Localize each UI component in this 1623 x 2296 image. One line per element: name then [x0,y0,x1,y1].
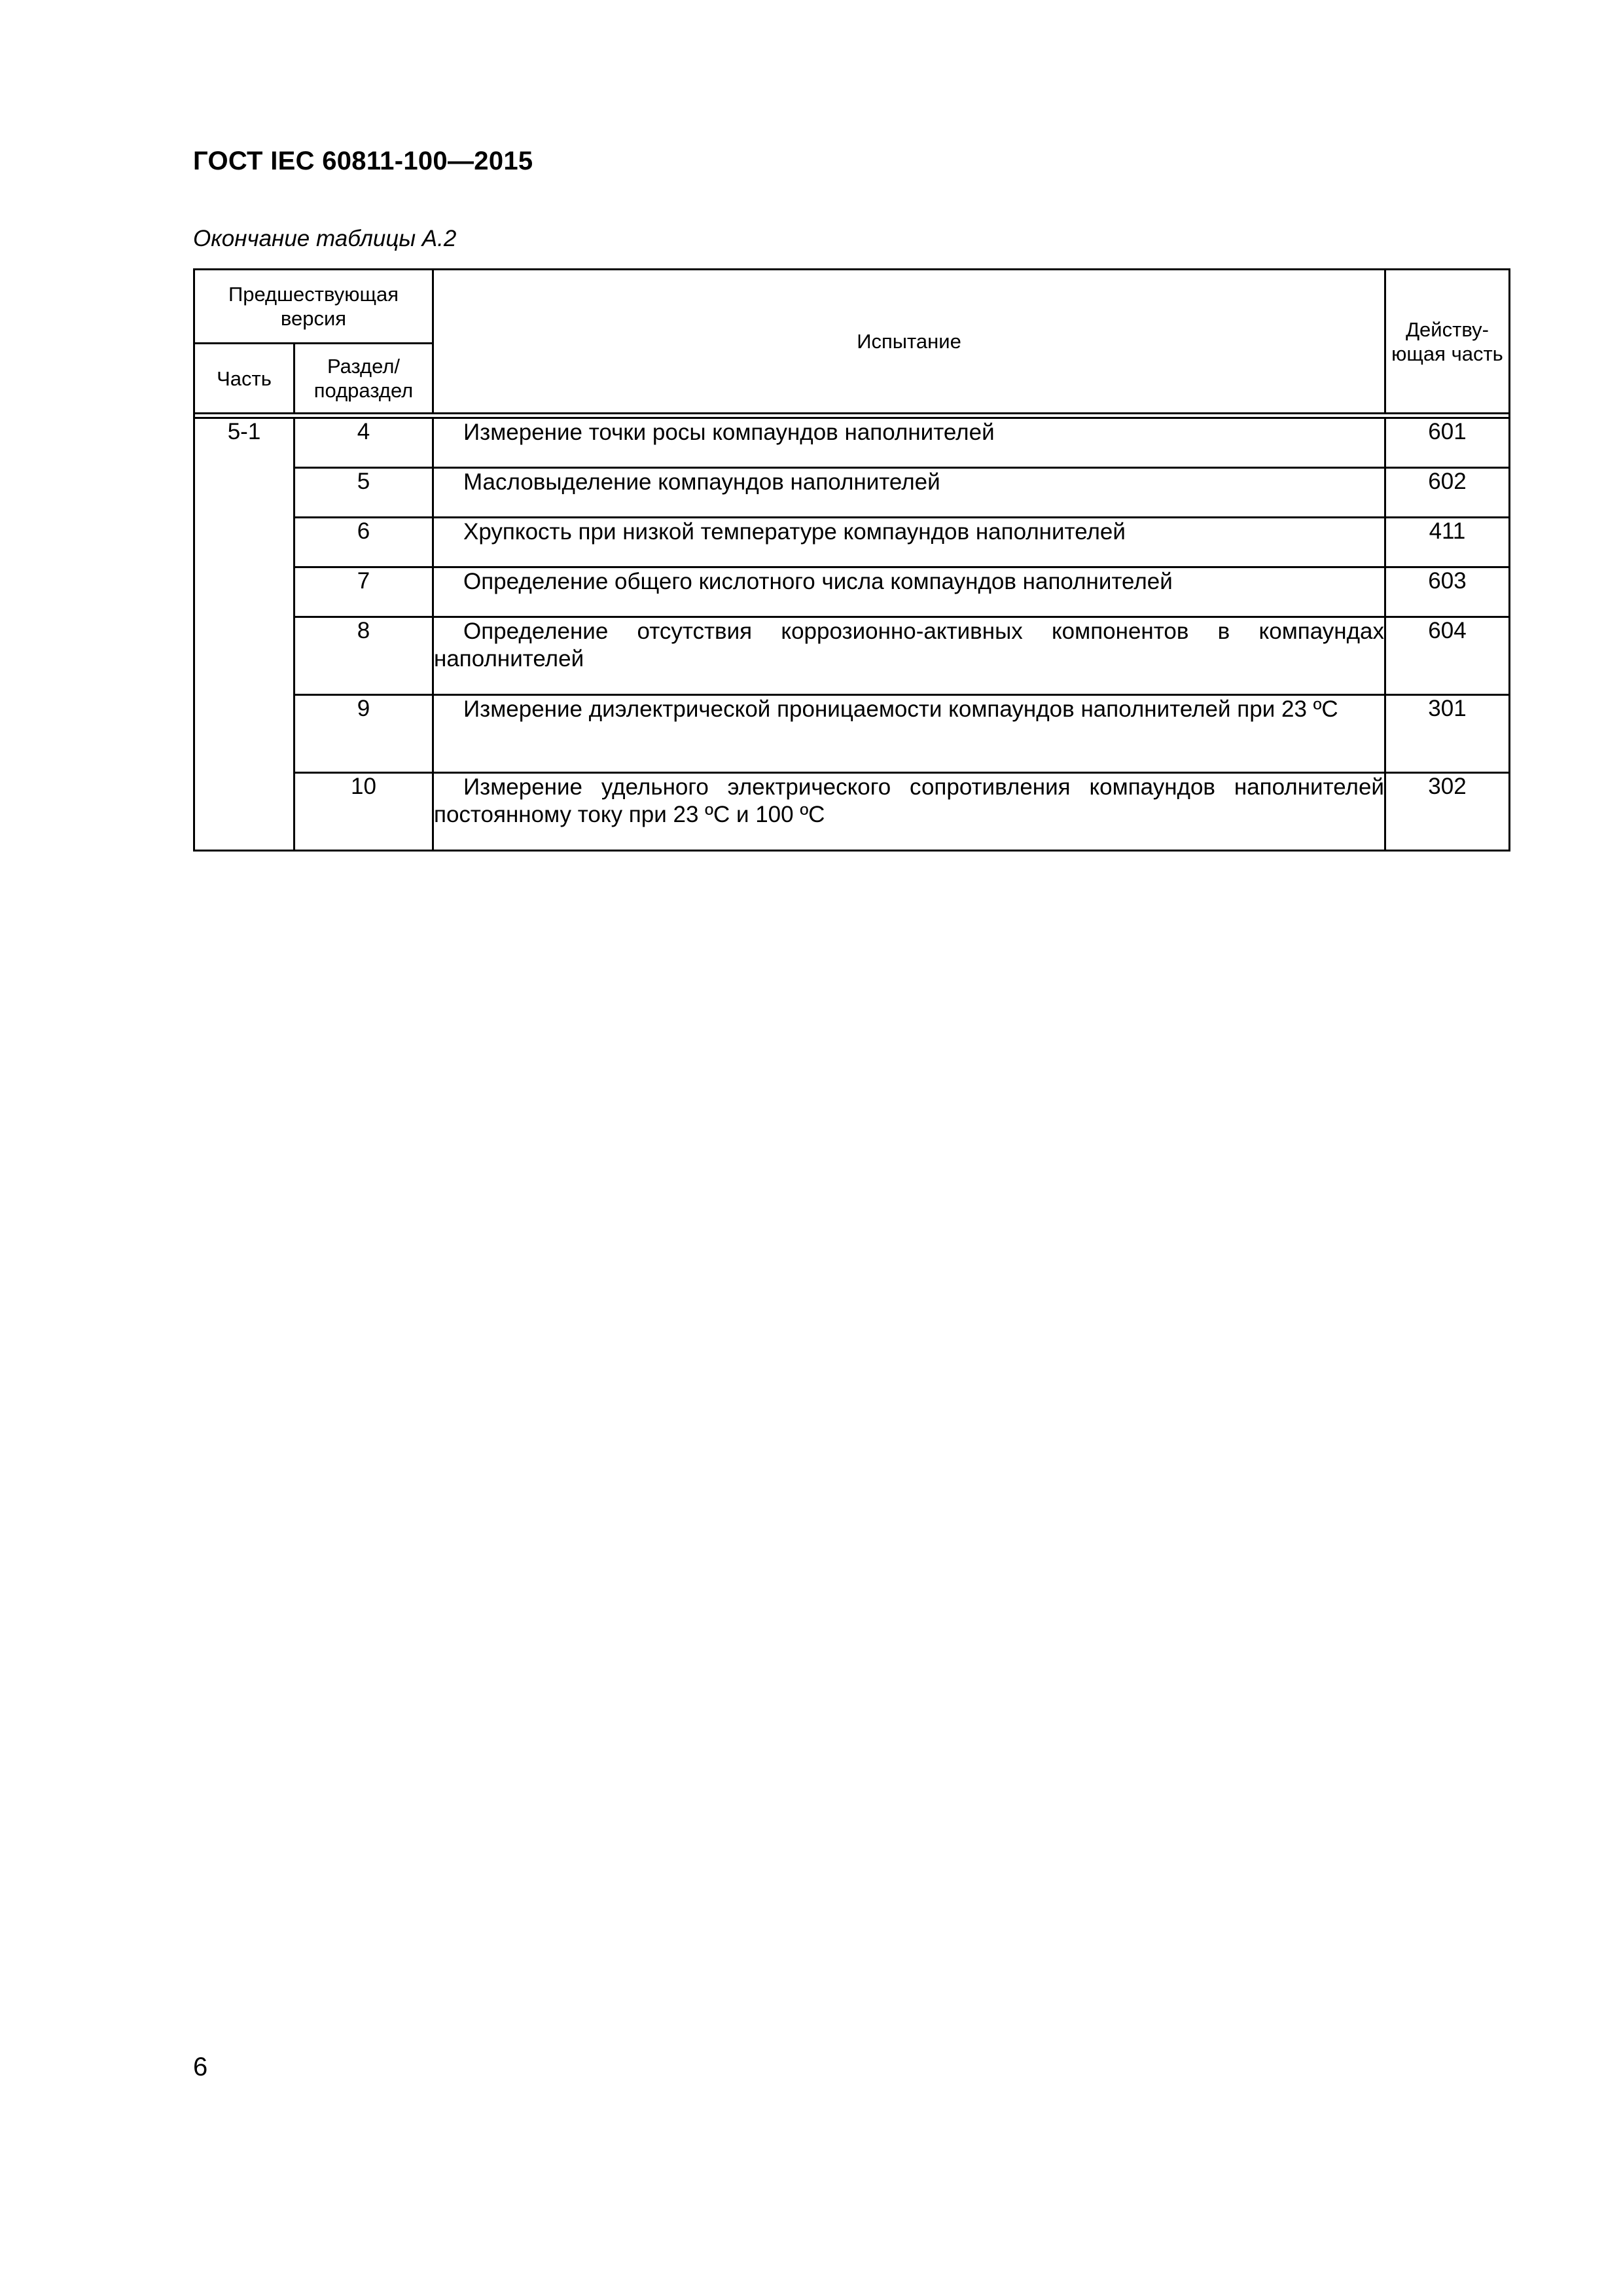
part-cell: 5-1 [194,418,294,851]
table-row [194,617,1510,695]
current-part-cell: 302 [1385,773,1510,851]
test-cell: Измерение точки росы компаундов наполнителей [463,420,995,445]
section-cell: 5 [294,468,433,518]
section-cell: 8 [294,617,433,695]
table-row [194,695,1510,773]
current-part-cell: 301 [1385,695,1510,773]
header-current-part: Действу-ющая часть [1385,270,1510,414]
test-cell: Определение общего кислотного числа компаундов наполнителей [463,569,1173,594]
current-part-cell: 604 [1385,617,1510,695]
test-cell: Хрупкость при низкой температуре компаундов наполнителей [463,519,1126,545]
document-title: ГОСТ IEC 60811-100—2015 [193,147,533,175]
header-test: Испытание [433,270,1385,414]
table-row [194,773,1510,851]
current-part-cell: 411 [1385,518,1510,567]
table-caption: Окончание таблицы А.2 [193,226,457,251]
current-part-cell: 602 [1385,468,1510,518]
test-cell: Масловыделение компаундов наполнителей [463,469,940,495]
header-section: Раздел/ подраздел [294,344,433,414]
section-cell: 9 [294,695,433,773]
header-part: Часть [194,344,294,414]
test-cell: Определение отсутствия коррозионно-активных компонентов в компаундах наполнителей [434,619,1384,672]
table-row [194,518,1510,567]
table-row [194,468,1510,518]
test-cell: Измерение удельного электрического сопротивления компаундов наполнителей постоянному току при 23 ºС и 100 ºС [434,774,1384,827]
test-cell: Измерение диэлектрической проницаемости компаундов наполнителей при 23 ºС [463,696,1338,722]
section-cell: 7 [294,567,433,617]
page-number: 6 [193,2053,208,2081]
current-part-cell: 603 [1385,567,1510,617]
table-row [194,567,1510,617]
table-a2 [193,268,1510,852]
header-previous-version: Предшествующая версия [194,270,433,344]
section-cell: 10 [294,773,433,851]
section-cell: 6 [294,518,433,567]
section-cell: 4 [294,418,433,468]
current-part-cell: 601 [1385,418,1510,468]
table-row [194,418,1510,468]
